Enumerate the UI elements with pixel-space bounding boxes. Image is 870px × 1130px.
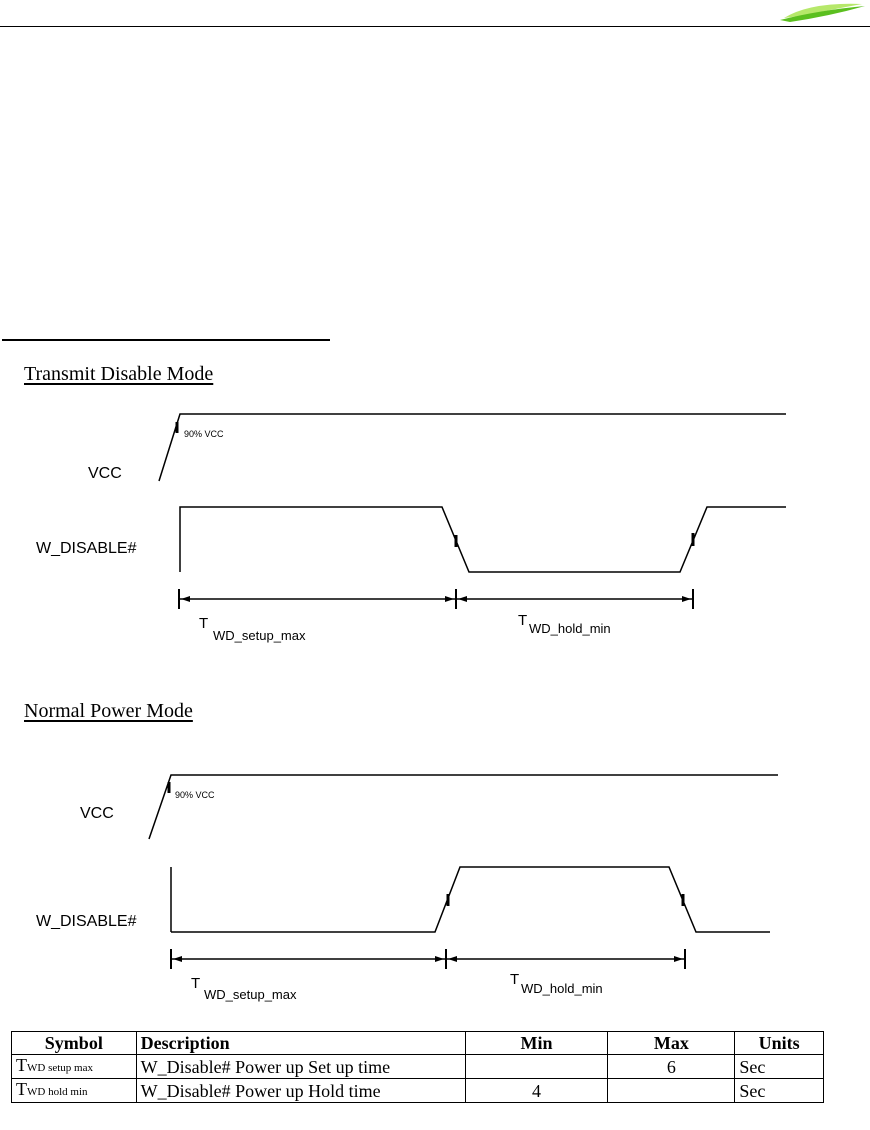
transmit-disable-mode-title: Transmit Disable Mode [24,363,214,385]
vcc-threshold-label: 90% VCC [184,429,224,439]
table-row [12,1055,824,1079]
w-disable-waveform [180,507,786,572]
table-header-row [12,1032,824,1055]
arrowhead-icon [682,596,691,602]
transmit-disable-timing-diagram [0,400,870,700]
header-max: Max [608,1032,735,1055]
setup-time-subscript: WD_setup_max [213,628,306,643]
normal-power-timing-diagram [0,760,870,1060]
table-row [12,1079,824,1103]
header-rule [0,26,870,27]
hold-time-label: T [518,612,528,629]
arrowhead-icon [435,956,444,962]
symbol-main: T [16,1079,27,1099]
symbol-sub: WD hold min [27,1086,88,1098]
arrowhead-icon [445,596,454,602]
cell-description: W_Disable# Power up Hold time [136,1079,465,1103]
cell-symbol [12,1055,137,1079]
symbol-main: T [16,1055,27,1075]
arrowhead-icon [448,956,457,962]
header-units: Units [735,1032,824,1055]
arrowhead-icon [674,956,683,962]
cell-symbol [12,1079,137,1103]
cell-max [608,1079,735,1103]
cell-units: Sec [735,1079,824,1103]
arrowhead-icon [173,956,182,962]
arrowhead-icon [181,596,190,602]
vcc-waveform [159,414,786,481]
header-symbol: Symbol [12,1032,137,1055]
cell-description: W_Disable# Power up Set up time [136,1055,465,1079]
w-disable-label: W_DISABLE# [36,913,137,930]
cell-max: 6 [608,1055,735,1079]
hold-time-subscript: WD_hold_min [521,981,603,996]
w-disable-waveform [171,867,770,932]
cell-units: Sec [735,1055,824,1079]
swoosh-logo-icon [770,0,870,26]
normal-power-mode-title: Normal Power Mode [24,700,193,722]
w-disable-label: W_DISABLE# [36,540,137,557]
vcc-threshold-label: 90% VCC [175,790,215,800]
hold-time-label: T [510,971,520,988]
section-rule [2,339,330,341]
cell-min: 4 [465,1079,608,1103]
setup-time-subscript: WD_setup_max [204,987,297,1002]
cell-min [465,1055,608,1079]
hold-time-subscript: WD_hold_min [529,621,611,636]
arrowhead-icon [458,596,467,602]
vcc-waveform [149,775,778,839]
setup-time-label: T [199,615,209,632]
header-min: Min [465,1032,608,1055]
vcc-label: VCC [80,805,114,822]
header-description: Description [136,1032,465,1055]
timing-spec-table [11,1031,824,1103]
vcc-label: VCC [88,465,122,482]
setup-time-label: T [191,975,201,992]
symbol-sub: WD setup max [27,1062,93,1074]
